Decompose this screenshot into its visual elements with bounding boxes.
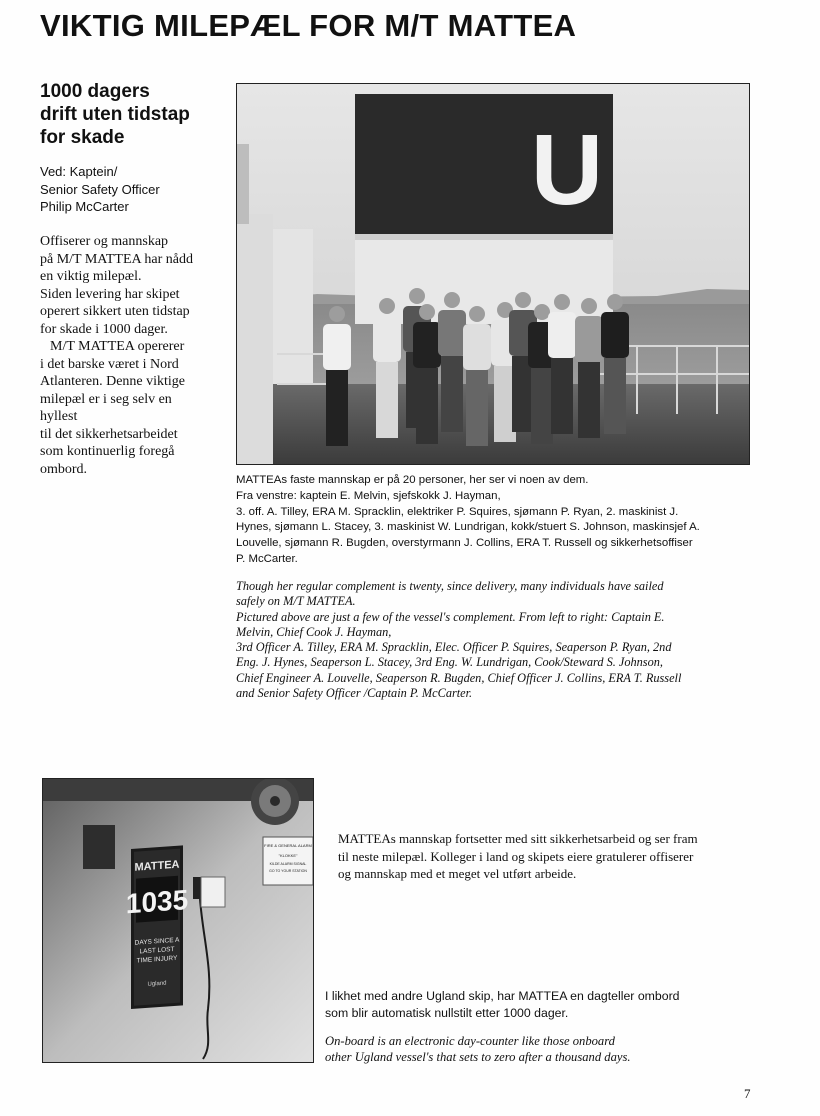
byline-line: Ved: Kaptein/ [40, 164, 118, 179]
body-line: og mannskap med et meget vel utført arbeide. [338, 866, 577, 881]
body-line: On-board is an electronic day-counter like those onboard [325, 1034, 615, 1048]
counter-label: TIME INJURY [136, 954, 178, 965]
crew-member [373, 298, 401, 438]
caption-line: safely on M/T MATTEA. [236, 594, 356, 609]
crew-member [413, 304, 441, 444]
body-line: other Ugland vessel's that sets to zero after a thousand days. [325, 1050, 631, 1064]
counter-footer: Ugland [147, 980, 167, 988]
caption-line: Hynes, sjømann L. Stacey, 3. maskinist W. Lundrigan, kokk/stuert S. Johnson, maskinsjef A. [236, 521, 700, 534]
crew-member [323, 306, 351, 446]
closing-paragraph [338, 830, 758, 883]
intro-line: milepæl er i seg selv en [40, 391, 172, 407]
counter-paragraph-norwegian [325, 988, 745, 1021]
caption-line: Louvelle, sjømann R. Bugden, overstyrmann J. Collins, ERA T. Russell og sikkerhetsoffiser [236, 537, 693, 550]
intro-line: hyllest [40, 409, 78, 424]
intro-paragraph [40, 233, 215, 478]
intro-line: i det barske været i Nord [40, 356, 179, 372]
intro-line: M/T MATTEA opererer [50, 339, 185, 354]
byline-line: Philip McCarter [40, 199, 129, 214]
counter-title: MATTEA [134, 858, 180, 874]
intro-line: Atlanteren. Denne viktige [40, 374, 186, 389]
alarm-sign-text: "KLOKKE" [278, 853, 298, 858]
crew-member [575, 298, 603, 438]
caption-line: 3. off. A. Tilley, ERA M. Spracklin, elektriker P. Squires, sjømann P. Ryan, 2. maskinist J. [236, 505, 679, 518]
counter-label: LAST LOST [139, 945, 175, 956]
crew-photo [236, 83, 750, 465]
caption-line: Fra venstre: kaptein E. Melvin, sjefskokk J. Hayman, [236, 489, 501, 502]
caption-line: 3rd Officer A. Tilley, ERA M. Spracklin, Elec. Officer P. Squires, Seaperson P. Ryan, 2nd [236, 640, 672, 655]
body-line: til neste milepæl. Kolleger i land og skipets eiere gratulerer offiserer [338, 848, 694, 864]
body-line: MATTEAs mannskap fortsetter med sitt sikkerhetsarbeid og ser fram [338, 831, 698, 846]
body-line: som blir automatisk nullstilt etter 1000 dager. [325, 1005, 569, 1020]
intro-line: operert sikkert uten tidstap [40, 304, 190, 319]
alarm-sign-text: GO TO YOUR STATION [269, 869, 307, 873]
intro-line: til det sikkerhetsarbeidet [40, 426, 178, 442]
caption-line: and Senior Safety Officer /Captain P. McCarter. [236, 686, 473, 701]
counter-paragraph-english [325, 1033, 745, 1065]
alarm-sign-text: FIRE & GENERAL ALARM [264, 843, 312, 848]
intro-line: Offiserer og mannskap [40, 234, 169, 249]
crew-member [438, 292, 466, 432]
photo-caption-norwegian [236, 473, 756, 568]
funnel-logo-letter: U [530, 114, 604, 226]
intro-line: som kontinuerlig foregå [40, 444, 175, 459]
byline [40, 163, 230, 216]
caption-line: Pictured above are just a few of the vessel's complement. From left to right: Captain E. [236, 609, 665, 624]
caption-line: Chief Engineer A. Louvelle, Seaperson R. Bugden, Chief Officer J. Collins, ERA T. Russell [236, 670, 682, 685]
alarm-sign-text: KILDE ALARM SIGNAL [269, 862, 307, 866]
crew-member [548, 294, 576, 434]
intro-line: på M/T MATTEA har nådd [40, 251, 193, 267]
crew-member [463, 306, 491, 446]
photo-caption-english [236, 579, 756, 701]
caption-line: P. McCarter. [236, 552, 298, 565]
subheadline [40, 80, 230, 149]
intro-line: ombord. [40, 461, 88, 477]
caption-line: Though her regular complement is twenty, since delivery, many individuals have sailed [236, 579, 664, 593]
byline-line: Senior Safety Officer [40, 181, 160, 197]
intro-line: for skade i 1000 dager. [40, 321, 168, 337]
crew-member [601, 294, 629, 434]
counter-digits: 1035 [125, 884, 189, 920]
caption-line: Eng. J. Hynes, Seaperson L. Stacey, 3rd Eng. W. Lundrigan, Cook/Steward S. Johnson, [236, 655, 663, 670]
speaker-box [83, 825, 115, 869]
caption-line: Melvin, Chief Cook J. Hayman, [236, 624, 392, 639]
intro-line: en viktig milepæl. [40, 269, 142, 284]
caption-line: MATTEAs faste mannskap er på 20 personer, her ser vi noen av dem. [236, 474, 589, 486]
subheadline-line: drift uten tidstap [40, 104, 190, 125]
subheadline-line: 1000 dagers [40, 81, 150, 102]
counter-label: DAYS SINCE A [134, 936, 180, 947]
body-line: I likhet med andre Ugland skip, har MATTEA en dagteller ombord [325, 989, 680, 1003]
subheadline-line: for skade [40, 127, 125, 148]
page-headline: VIKTIG MILEPÆL FOR M/T MATTEA [40, 8, 577, 43]
intro-line: Siden levering har skipet [40, 286, 180, 302]
page-number: 7 [744, 1086, 751, 1101]
day-counter-photo [42, 778, 314, 1063]
